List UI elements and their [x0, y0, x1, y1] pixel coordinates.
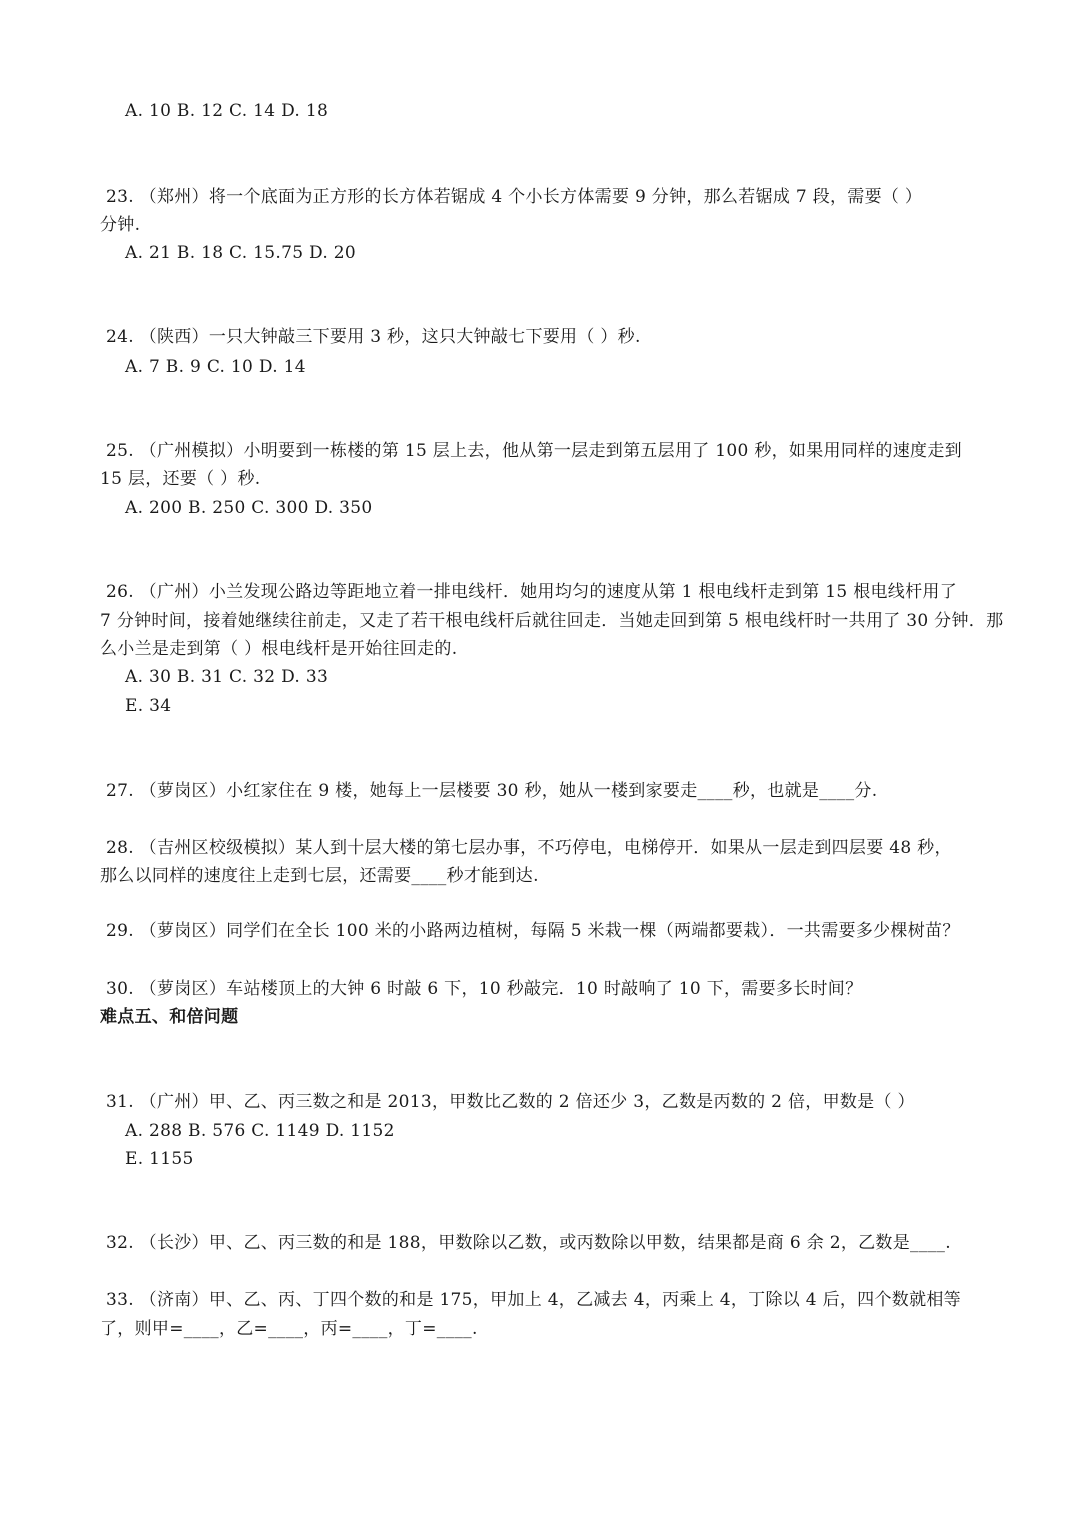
q26-options: A. 30 B. 31 C. 32 D. 33: [125, 667, 329, 687]
q26-options-e: E. 34: [125, 696, 172, 716]
q22-options: A. 10 B. 12 C. 14 D. 18: [125, 101, 329, 121]
section-heading: 难点五、和倍问题: [100, 1007, 239, 1027]
q31-options-e: E. 1155: [125, 1149, 194, 1169]
q28-text-line1: 28. （吉州区校级模拟）某人到十层大楼的第七层办事，不巧停电，电梯停开．如果从一层走到四层要 48 秒，: [106, 838, 952, 858]
q26-text-line1: 26. （广州）小兰发现公路边等距地立着一排电线杆．她用均匀的速度从第 1 根电线杆走到第 15 根电线杆用了: [106, 582, 957, 602]
q31-options: A. 288 B. 576 C. 1149 D. 1152: [125, 1121, 395, 1141]
q33-text-line1: 33. （济南）甲、乙、丙、丁四个数的和是 175，甲加上 4，乙减去 4，丙乘上 4，丁除以 4 后，四个数就相等: [106, 1290, 961, 1310]
q25-text-line2: 15 层，还要（ ）秒.: [100, 469, 261, 489]
q29-text-line1: 29. （萝岗区）同学们在全长 100 米的小路两边植树，每隔 5 米栽一棵（两端都要栽）．一共需要多少棵树苗？: [106, 921, 960, 941]
q23-text-line1: 23. （郑州）将一个底面为正方形的长方体若锯成 4 个小长方体需要 9 分钟，那么若锯成 7 段，需要（ ）: [106, 187, 923, 207]
q31-text-line1: 31. （广州）甲、乙、丙三数之和是 2013，甲数比乙数的 2 倍还少 3，乙数是丙数的 2 倍，甲数是（ ）: [106, 1092, 915, 1112]
q23-options: A. 21 B. 18 C. 15.75 D. 20: [125, 243, 356, 263]
q30-text-line1: 30. （萝岗区）车站楼顶上的大钟 6 时敲 6 下，10 秒敲完．10 时敲响了 10 下，需要多长时间？: [106, 979, 863, 999]
q25-options: A. 200 B. 250 C. 300 D. 350: [125, 498, 373, 518]
q28-text-line2: 那么以同样的速度往上走到七层，还需要____秒才能到达.: [100, 866, 539, 886]
q24-options: A. 7 B. 9 C. 10 D. 14: [125, 357, 306, 377]
q26-text-line2: 7 分钟时间，接着她继续往前走，又走了若干根电线杆后就往回走．当她走回到第 5 根电线杆时一共用了 30 分钟．那: [100, 611, 1004, 631]
q26-text-line3: 么小兰是走到第（ ）根电线杆是开始往回走的.: [100, 639, 458, 659]
q32-text-line1: 32. （长沙）甲、乙、丙三数的和是 188，甲数除以乙数，或丙数除以甲数，结果都是商 6 余 2，乙数是____.: [106, 1233, 951, 1253]
q24-text-line1: 24. （陕西）一只大钟敲三下要用 3 秒，这只大钟敲七下要用（ ）秒.: [106, 327, 641, 347]
q23-text-line2: 分钟.: [100, 215, 141, 235]
q33-text-line2: 了，则甲=____，乙=____，丙=____，丁=____.: [100, 1319, 478, 1339]
q27-text-line1: 27. （萝岗区）小红家住在 9 楼，她每上一层楼要 30 秒，她从一楼到家要走____秒，也就是____分.: [106, 781, 878, 801]
q25-text-line1: 25. （广州模拟）小明要到一栋楼的第 15 层上去，他从第一层走到第五层用了 100 秒，如果用同样的速度走到: [106, 441, 962, 461]
